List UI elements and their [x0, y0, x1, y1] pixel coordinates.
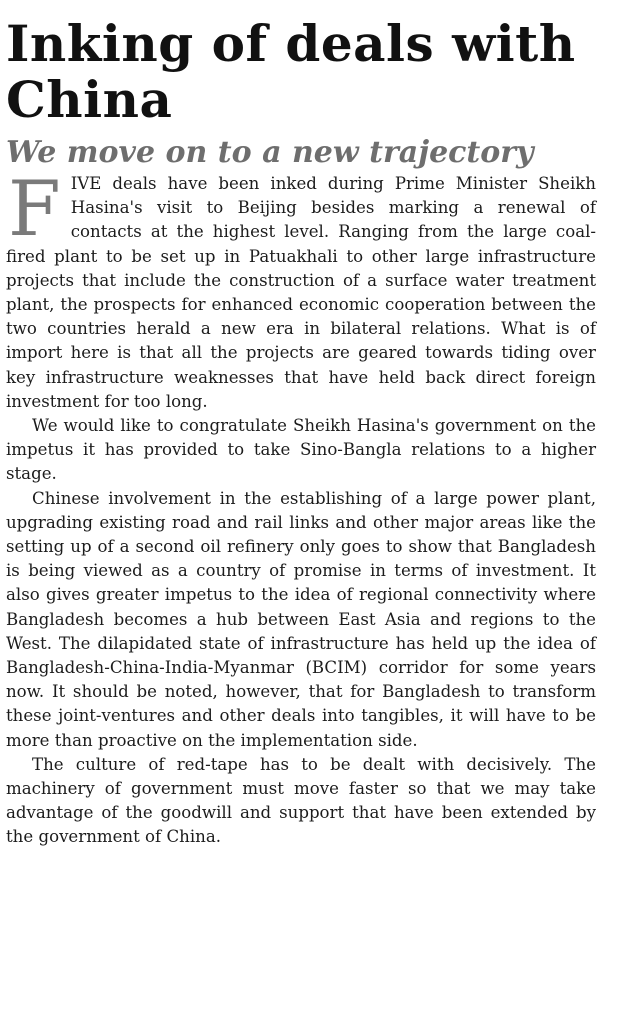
paragraph-3: Chinese involvement in the establishing of a large power plant, upgrading existing road and rail links and other major areas like the setting up of a second oil refinery only goes to show that Bangladesh is being viewed as a country of promise in terms of investment. It also gives greater impetus to the idea of regional connectivity where Bangladesh becomes a hub between East Asia and regions to the West. The dilapidated state of infrastructure has held up the idea of Bangladesh-China-India-Myanmar (BCIM) corridor for some years now. It should be noted, however, that for Bangladesh to transform these joint-ventures and other deals into tangibles, it will have to be more than proactive on the implementation side. [6, 488, 596, 750]
paragraph-1-text: IVE deals have been inked during Prime Minister Sheikh Hasina's visit to Beijing besides marking a renewal of contacts at the highest level. Ranging from the large coal-fired plant to be set up in Patuakhali to other large infrastructure projects that include the construction of a surface water treatment plant, the prospects for enhanced economic cooperation between the two countries herald a new era in bilateral relations. What is of import here is that all the projects are geared towards tiding over key infrastructure weaknesses that have held back direct foreign investment for too long. [6, 174, 596, 411]
article-body [6, 164, 596, 850]
paragraph-4: The culture of red-tape has to be dealt with decisively. The machinery of government must move faster so that we may take advantage of the goodwill and support that have been extended by the government of China. [6, 754, 596, 847]
subheadline: We move on to a new trajectory [6, 135, 534, 170]
headline: Inking of deals with China [6, 14, 576, 129]
editorial-article [6, 0, 596, 850]
drop-cap: F [8, 164, 61, 253]
paragraph-1 [6, 164, 596, 414]
paragraph-2: We would like to congratulate Sheikh Hasina's government on the impetus it has provided to take Sino-Bangla relations to a higher stage. [6, 416, 596, 484]
